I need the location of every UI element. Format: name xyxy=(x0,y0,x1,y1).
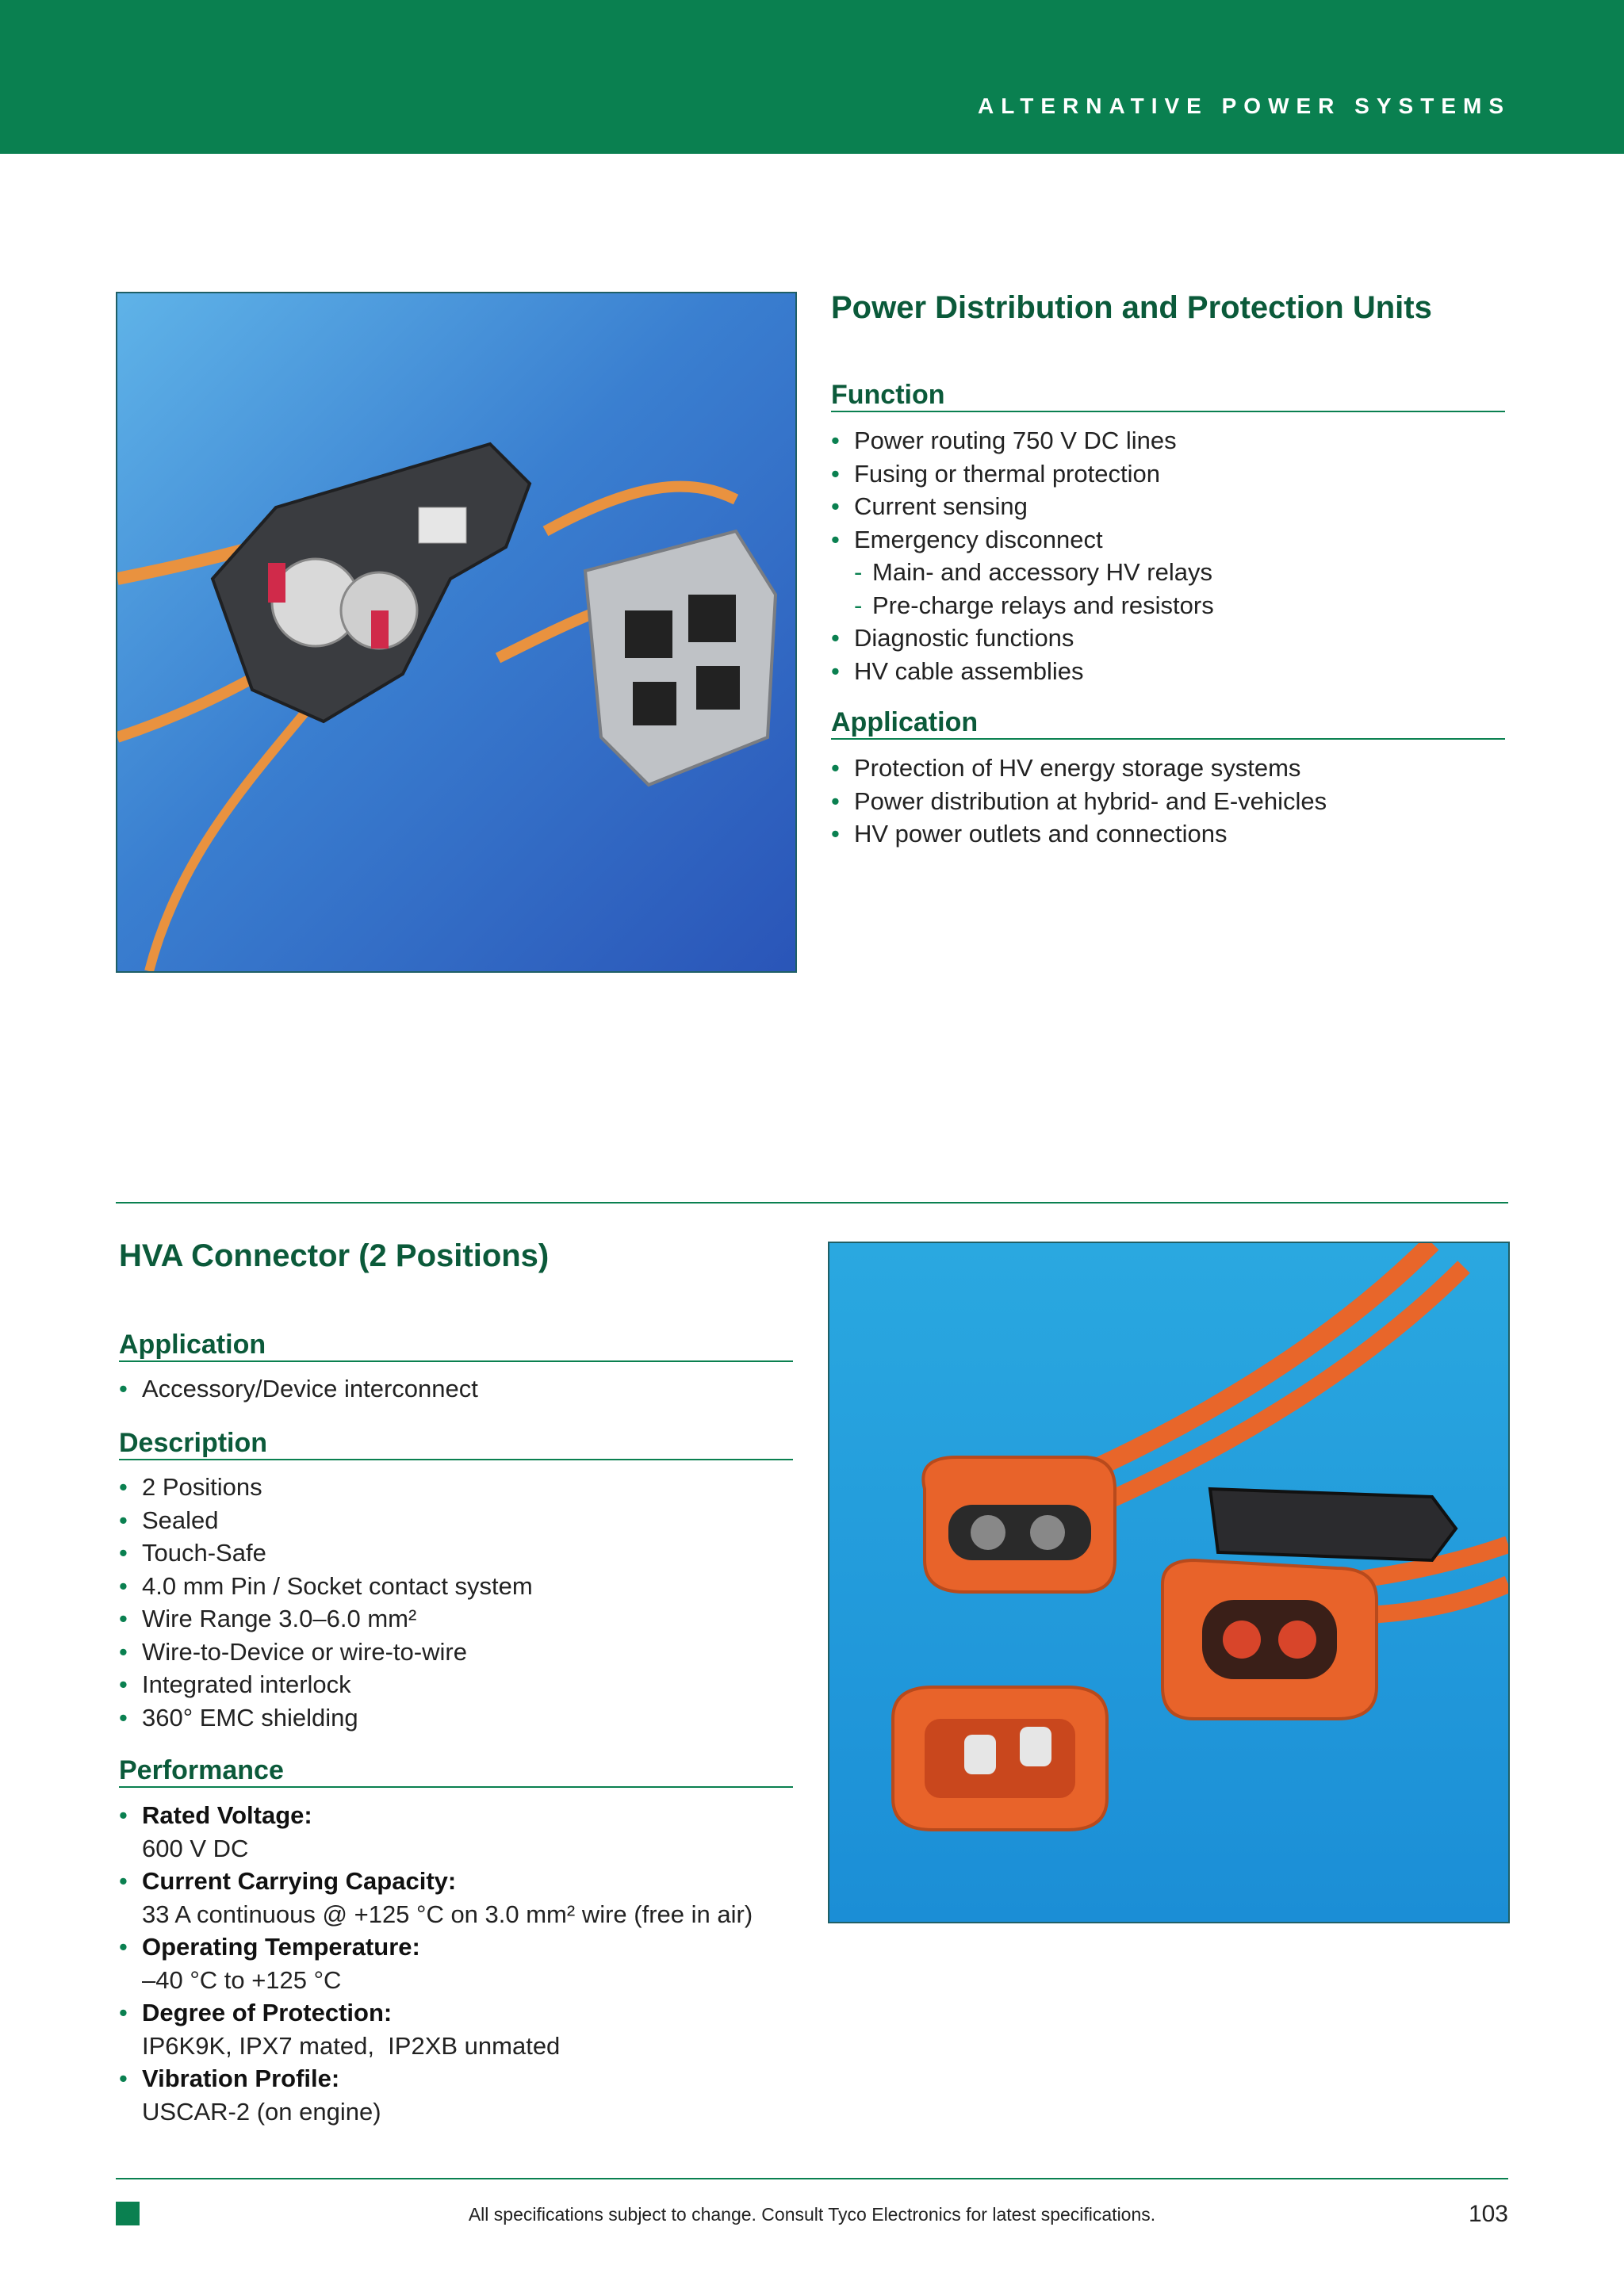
footer-note: All specifications subject to change. Consult Tyco Electronics for latest specifications. xyxy=(468,2204,1156,2225)
pdu-product-photo xyxy=(116,292,797,973)
list-item: • 4.0 mm Pin / Socket contact system xyxy=(119,1570,801,1603)
list-item: • Current sensing xyxy=(831,490,1513,523)
hva-application-heading: Application xyxy=(119,1329,793,1362)
header-bar xyxy=(0,0,1624,154)
section-divider xyxy=(116,1202,1508,1203)
hva-product-photo xyxy=(828,1242,1510,1923)
list-item: • Touch-Safe xyxy=(119,1536,801,1570)
list-item: • Fusing or thermal protection xyxy=(831,457,1513,491)
performance-item xyxy=(119,1931,817,1996)
performance-value: USCAR-2 (on engine) xyxy=(142,2097,381,2126)
page-number: 103 xyxy=(1468,2201,1508,2227)
performance-label: Rated Voltage: xyxy=(142,1801,312,1829)
list-item: • Accessory/Device interconnect xyxy=(119,1372,801,1406)
pdu-application-list xyxy=(831,752,1513,851)
performance-item xyxy=(119,2062,817,2128)
performance-item xyxy=(119,1996,817,2062)
performance-item xyxy=(119,1799,817,1865)
performance-value: 33 A continuous @ +125 °C on 3.0 mm² wire (free in air) xyxy=(142,1900,753,1928)
performance-value: –40 °C to +125 °C xyxy=(142,1965,342,1994)
list-item: • Emergency disconnect xyxy=(831,523,1513,557)
performance-label: Operating Temperature: xyxy=(142,1933,420,1961)
list-item: • Integrated interlock xyxy=(119,1668,801,1701)
list-item: • Wire Range 3.0–6.0 mm² xyxy=(119,1602,801,1636)
hva-performance-heading: Performance xyxy=(119,1755,793,1788)
performance-label: Degree of Protection: xyxy=(142,1999,393,2026)
performance-value: IP6K9K, IPX7 mated, IP2XB unmated xyxy=(142,2031,561,2060)
performance-label: Vibration Profile: xyxy=(142,2064,340,2092)
list-item: • Diagnostic functions xyxy=(831,622,1513,655)
pdu-title: Power Distribution and Protection Units xyxy=(831,290,1432,325)
section-label: ALTERNATIVE POWER SYSTEMS xyxy=(978,94,1511,118)
hva-application-list xyxy=(119,1372,801,1406)
list-item: • 2 Positions xyxy=(119,1471,801,1504)
pdu-function-heading: Function xyxy=(831,379,1505,412)
list-item: • HV cable assemblies xyxy=(831,655,1513,688)
hva-description-heading: Description xyxy=(119,1427,793,1460)
hva-title: HVA Connector (2 Positions) xyxy=(119,1238,550,1273)
list-item: • Wire-to-Device or wire-to-wire xyxy=(119,1636,801,1669)
performance-value: 600 V DC xyxy=(142,1834,249,1862)
list-item: • Power routing 750 V DC lines xyxy=(831,424,1513,457)
pdu-function-list xyxy=(831,424,1513,687)
list-item: • Sealed xyxy=(119,1504,801,1537)
performance-label: Current Carrying Capacity: xyxy=(142,1867,457,1895)
footer-divider xyxy=(116,2178,1508,2179)
pdu-application-heading: Application xyxy=(831,706,1505,740)
list-item: • Power distribution at hybrid- and E-vehicles xyxy=(831,785,1513,818)
list-item: • Protection of HV energy storage systems xyxy=(831,752,1513,785)
list-sub-item: - Pre-charge relays and resistors xyxy=(831,589,1513,622)
hva-description-list xyxy=(119,1471,801,1734)
hva-performance-list xyxy=(119,1799,817,2128)
list-item: • 360° EMC shielding xyxy=(119,1701,801,1735)
list-sub-item: - Main- and accessory HV relays xyxy=(831,556,1513,589)
list-item: • HV power outlets and connections xyxy=(831,817,1513,851)
performance-item xyxy=(119,1865,817,1931)
